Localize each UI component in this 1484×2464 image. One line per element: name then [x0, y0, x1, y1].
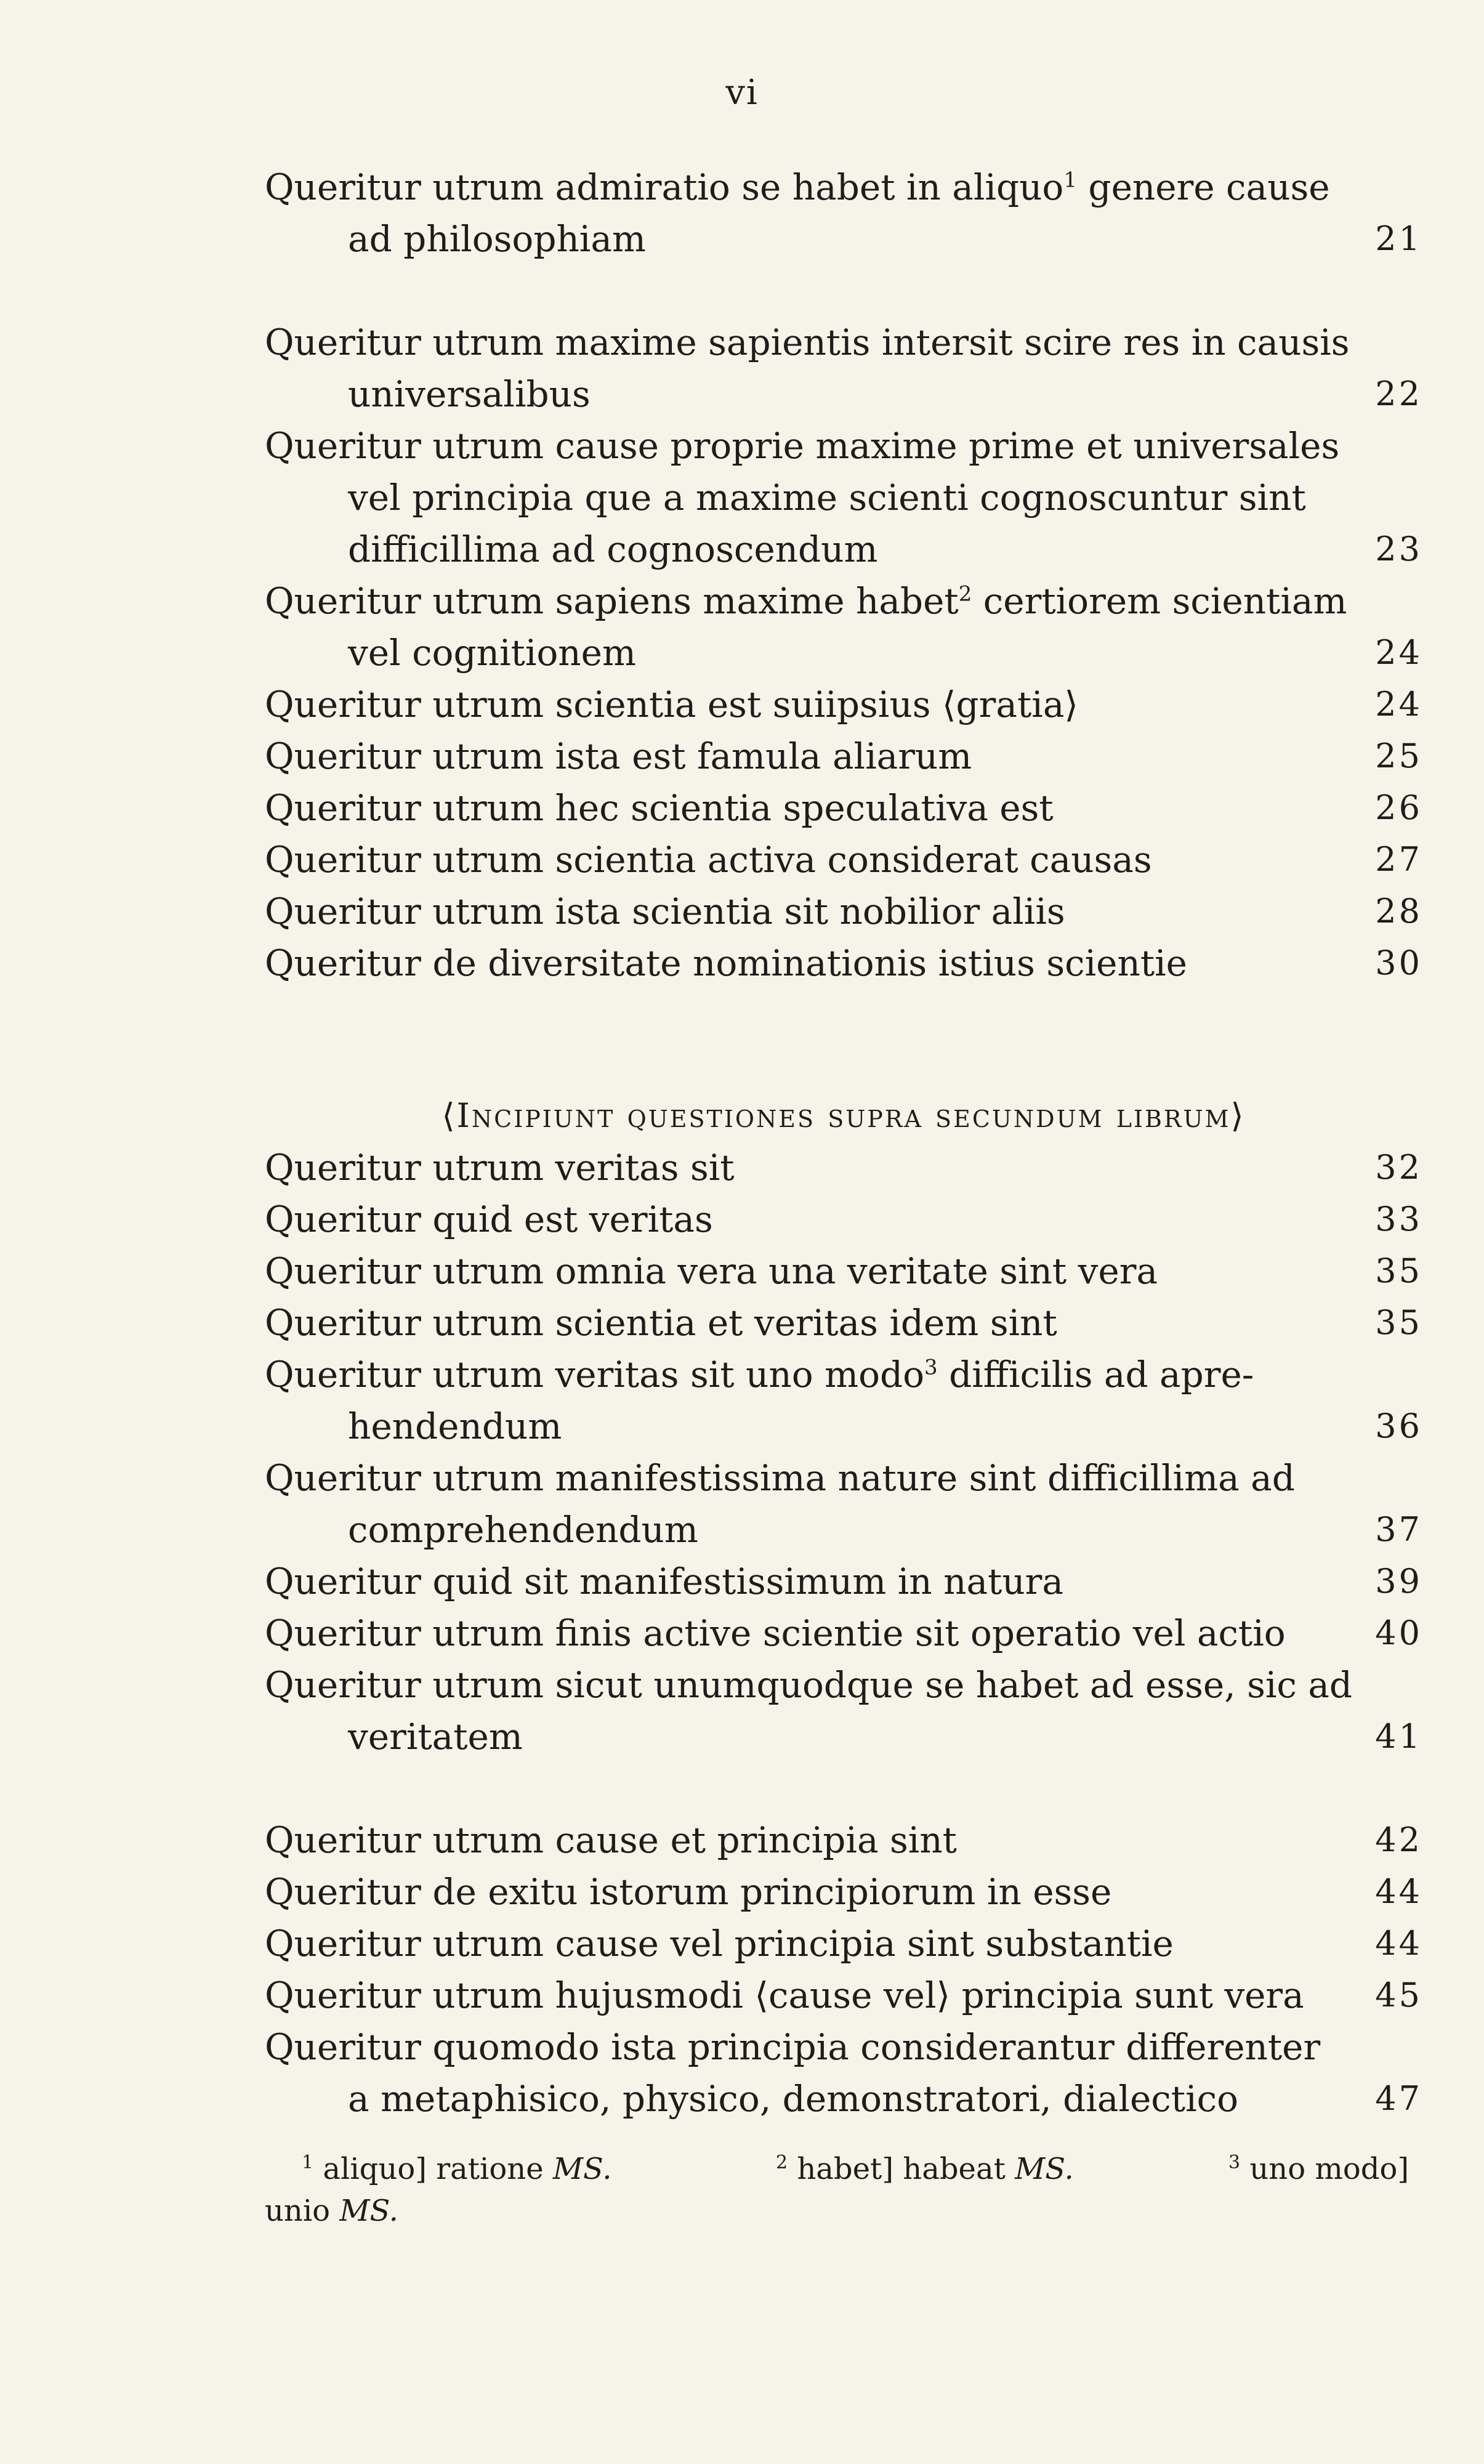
toc-entry-title-continued: difficilis ad apre-: [937, 1354, 1254, 1396]
toc-entry-title: vel principia que a maxime scienti cognoscuntur sint: [348, 477, 1306, 519]
page-number: vi: [725, 73, 759, 113]
spacer: [265, 1763, 1422, 1814]
toc-entry-page-number: 47: [1375, 2079, 1422, 2118]
toc-entry: [265, 575, 1422, 679]
toc-entry-line: [265, 834, 1422, 886]
spacer: [265, 1041, 1422, 1090]
toc-entry: [265, 937, 1422, 989]
footnote-text: unio: [265, 2194, 331, 2228]
toc-entry-line: [265, 1607, 1422, 1659]
toc-entry: [265, 317, 1422, 420]
toc-entry-title: difficillima ad cognoscendum: [348, 528, 878, 570]
toc-entry-line: [265, 1504, 1422, 1556]
toc-entry-line: [265, 2021, 1422, 2073]
table-of-contents: [265, 161, 1422, 2125]
footnote-ms: MS.: [552, 2152, 612, 2186]
toc-entry-title: Queritur utrum omnia vera una veritate sint vera: [265, 1250, 1158, 1292]
toc-entry: [265, 834, 1422, 886]
toc-entry: [265, 1814, 1422, 1866]
toc-entry-title: Queritur utrum scientia activa considerat causas: [265, 839, 1152, 881]
footnote-marker: 2: [958, 581, 972, 607]
toc-entry-line: [265, 1400, 1422, 1452]
toc-entry-line: [265, 679, 1422, 730]
toc-entry: [265, 1866, 1422, 1918]
toc-entry: [265, 1607, 1422, 1659]
toc-entry-line: [265, 1711, 1422, 1763]
toc-entry-page-number: 24: [1375, 685, 1422, 724]
toc-entry: [265, 2021, 1422, 2125]
toc-entry-page-number: 35: [1375, 1251, 1422, 1290]
toc-entry-line: [265, 575, 1422, 627]
footnote-ms: MS.: [339, 2194, 398, 2228]
toc-entry-page-number: 41: [1375, 1717, 1422, 1756]
toc-entry-title: Queritur utrum manifestissima nature sint difficillima ad: [265, 1457, 1295, 1499]
toc-entry-line: [265, 1969, 1422, 2021]
footnote-3-continued: [265, 2190, 398, 2232]
toc-entry-title: ad philosophiam: [348, 218, 646, 260]
toc-entry: [265, 1194, 1422, 1245]
toc-entry-line: [265, 213, 1422, 265]
toc-entry: [265, 886, 1422, 937]
toc-entry-title: Queritur utrum admiratio se habet in aliquo: [265, 166, 1064, 208]
toc-group-4: [265, 1814, 1422, 2125]
toc-entry: [265, 1142, 1422, 1194]
toc-entry-title: veritatem: [348, 1716, 523, 1758]
toc-group-2: [265, 317, 1422, 989]
footnote-row: [265, 2190, 1447, 2232]
toc-entry: [265, 1452, 1422, 1556]
toc-entry: [265, 782, 1422, 834]
toc-entry: [265, 1556, 1422, 1607]
toc-entry-line: [265, 1297, 1422, 1349]
toc-entry-page-number: 45: [1375, 1976, 1422, 2014]
toc-entry-page-number: 32: [1375, 1148, 1422, 1187]
toc-entry-page-number: 22: [1375, 374, 1422, 413]
footnote-2: [776, 2148, 1074, 2190]
toc-entry-page-number: 30: [1375, 943, 1422, 982]
toc-entry-page-number: 44: [1375, 1924, 1422, 1963]
toc-entry-title: Queritur utrum finis active scientie sit operatio vel actio: [265, 1612, 1286, 1654]
toc-entry-title: Queritur utrum ista est famula aliarum: [265, 735, 972, 777]
toc-entry-title: Queritur de exitu istorum principiorum in esse: [265, 1871, 1112, 1913]
toc-entry-page-number: 26: [1375, 788, 1422, 827]
toc-entry-title: Queritur quid est veritas: [265, 1198, 713, 1240]
toc-entry-line: [265, 782, 1422, 834]
toc-entry-page-number: 33: [1375, 1200, 1422, 1238]
toc-entry: [265, 420, 1422, 575]
toc-entry-title: Queritur utrum veritas sit uno modo: [265, 1354, 925, 1396]
toc-entry-title: Queritur quid sit manifestissimum in natura: [265, 1561, 1063, 1602]
toc-entry-line: [265, 1349, 1422, 1400]
section-heading: ⟨Incipiunt questiones supra secundum librum⟩: [442, 1096, 1246, 1135]
toc-entry: [265, 1918, 1422, 1969]
toc-entry-line: [265, 886, 1422, 937]
toc-entry-title: universalibus: [348, 373, 591, 415]
toc-entry-line: [265, 2073, 1422, 2125]
toc-entry: [265, 1297, 1422, 1349]
toc-entry-line: [265, 1142, 1422, 1194]
footnote-number: 3: [1228, 2152, 1241, 2173]
toc-entry-line: [265, 1245, 1422, 1297]
toc-entry-page-number: 24: [1375, 633, 1422, 672]
toc-entry-page-number: 40: [1375, 1614, 1422, 1652]
toc-entry-page-number: 27: [1375, 840, 1422, 879]
toc-entry: [265, 1349, 1422, 1452]
toc-entry-line: [265, 317, 1422, 368]
toc-entry-page-number: 37: [1375, 1510, 1422, 1549]
toc-entry-page-number: 35: [1375, 1303, 1422, 1342]
toc-entry-line: [265, 1452, 1422, 1504]
toc-entry-title: Queritur utrum maxime sapientis intersit scire res in causis: [265, 321, 1350, 363]
footnote-text: aliquo] ratione: [323, 2152, 544, 2186]
spacer: [265, 265, 1422, 317]
toc-entry-line: [265, 1556, 1422, 1607]
toc-entry-title: a metaphisico, physico, demonstratori, dialectico: [348, 2078, 1239, 2120]
toc-entry-page-number: 36: [1375, 1407, 1422, 1445]
toc-entry: [265, 1659, 1422, 1763]
footnote-ms: MS.: [1015, 2152, 1074, 2186]
footnote-marker: 1: [1063, 168, 1077, 193]
toc-entry-title-continued: genere cause: [1077, 166, 1330, 208]
toc-entry-page-number: 28: [1375, 892, 1422, 931]
toc-group-1: [265, 161, 1422, 265]
toc-entry-title: Queritur utrum scientia est suiipsius ⟨gratia⟩: [265, 684, 1079, 725]
footnote-row: [265, 2148, 1447, 2190]
toc-entry-title-continued: certiorem scientiam: [972, 580, 1347, 622]
footnote-marker: 3: [924, 1355, 938, 1380]
toc-entry-line: [265, 161, 1422, 213]
toc-entry-page-number: 42: [1375, 1820, 1422, 1859]
toc-entry-page-number: 23: [1375, 530, 1422, 568]
toc-entry-title: Queritur utrum cause vel principia sint substantie: [265, 1923, 1174, 1965]
toc-entry-line: [265, 1866, 1422, 1918]
toc-entry-title: Queritur utrum sapiens maxime habet: [265, 580, 959, 622]
toc-entry-line: [265, 730, 1422, 782]
footnote-1: [302, 2148, 611, 2190]
toc-entry-page-number: 25: [1375, 737, 1422, 775]
toc-entry-line: [265, 1918, 1422, 1969]
footnote-text: uno modo]: [1249, 2152, 1409, 2186]
toc-entry-page-number: 44: [1375, 1872, 1422, 1911]
toc-entry-title: hendendum: [348, 1405, 562, 1447]
toc-group-3: [265, 1142, 1422, 1763]
toc-entry-title: Queritur utrum hec scientia speculativa est: [265, 787, 1054, 829]
toc-entry-line: [265, 1659, 1422, 1711]
footnotes: [265, 2148, 1447, 2232]
toc-entry-line: [265, 1814, 1422, 1866]
toc-entry-line: [265, 627, 1422, 679]
toc-entry-title: Queritur utrum hujusmodi ⟨cause vel⟩ principia sunt vera: [265, 1974, 1304, 2016]
toc-entry-line: [265, 937, 1422, 989]
footnote-3: [1228, 2148, 1409, 2190]
toc-entry-title: Queritur de diversitate nominationis istius scientie: [265, 942, 1188, 984]
toc-entry: [265, 161, 1422, 265]
toc-entry-title: vel cognitionem: [348, 632, 636, 674]
toc-entry-line: [265, 523, 1422, 575]
toc-entry-title: Queritur utrum sicut unumquodque se habet ad esse, sic ad: [265, 1664, 1353, 1706]
spacer: [265, 989, 1422, 1041]
footnote-number: 1: [302, 2152, 314, 2173]
toc-entry-line: [265, 1194, 1422, 1245]
toc-entry-title: Queritur utrum cause proprie maxime prime et universales: [265, 425, 1340, 467]
toc-entry-title: comprehendendum: [348, 1509, 698, 1551]
toc-entry-line: [265, 420, 1422, 472]
toc-entry-page-number: 21: [1375, 219, 1422, 258]
toc-entry-title: Queritur utrum cause et principia sint: [265, 1819, 957, 1861]
footnote-number: 2: [776, 2152, 788, 2173]
footnote-text: habet] habeat: [797, 2152, 1006, 2186]
toc-entry: [265, 1245, 1422, 1297]
toc-entry-title: Queritur utrum ista scientia sit nobilior aliis: [265, 891, 1065, 932]
toc-entry: [265, 679, 1422, 730]
toc-entry-title: Queritur utrum veritas sit: [265, 1147, 735, 1189]
toc-entry-title: Queritur quomodo ista principia considerantur differenter: [265, 2026, 1321, 2068]
toc-entry: [265, 730, 1422, 782]
toc-entry-line: [265, 368, 1422, 420]
toc-entry: [265, 1969, 1422, 2021]
toc-entry-page-number: 39: [1375, 1562, 1422, 1601]
toc-entry-line: [265, 472, 1422, 523]
toc-entry-title: Queritur utrum scientia et veritas idem sint: [265, 1302, 1057, 1344]
